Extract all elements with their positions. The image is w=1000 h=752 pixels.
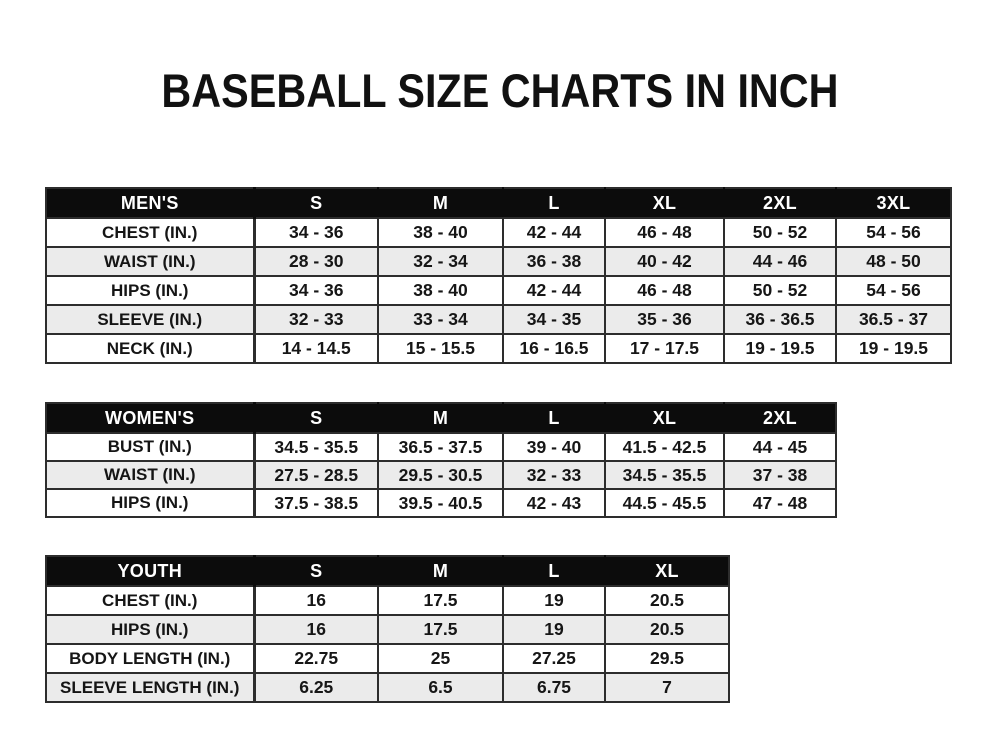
mens-size-column-xl: XL [605,188,724,218]
size-cell: 39 - 40 [503,433,605,461]
row-label: BUST (IN.) [46,433,254,461]
size-cell: 19 [503,615,605,644]
page-title: BASEBALL SIZE CHARTS IN INCH [161,64,839,117]
size-cell: 32 - 33 [254,305,378,334]
mens-size-column-2xl: 2XL [724,188,836,218]
size-cell: 54 - 56 [836,276,951,305]
size-cell: 22.75 [254,644,378,673]
mens-table-row [46,305,951,334]
womens-size-column-2xl: 2XL [724,403,836,433]
size-cell: 42 - 44 [503,276,605,305]
size-cell: 34.5 - 35.5 [605,461,724,489]
mens-size-table [45,187,952,364]
youth-size-table [45,555,730,703]
womens-size-table [45,402,837,518]
row-label: HIPS (IN.) [46,615,254,644]
size-cell: 36 - 36.5 [724,305,836,334]
womens-table-row [46,433,836,461]
size-cell: 38 - 40 [378,276,503,305]
row-label: HIPS (IN.) [46,489,254,517]
size-cell: 37 - 38 [724,461,836,489]
size-cell: 27.5 - 28.5 [254,461,378,489]
size-cell: 34 - 35 [503,305,605,334]
size-cell: 37.5 - 38.5 [254,489,378,517]
size-cell: 19 [503,586,605,615]
youth-table-row [46,586,729,615]
mens-size-column-s: S [254,188,378,218]
size-cell: 50 - 52 [724,218,836,247]
row-label: HIPS (IN.) [46,276,254,305]
mens-table-row [46,247,951,276]
size-cell: 16 [254,615,378,644]
youth-size-column-xl: XL [605,556,729,586]
size-cell: 14 - 14.5 [254,334,378,363]
mens-table-row [46,334,951,363]
size-cell: 29.5 [605,644,729,673]
row-label: SLEEVE LENGTH (IN.) [46,673,254,702]
size-cell: 47 - 48 [724,489,836,517]
womens-size-column-l: L [503,403,605,433]
youth-size-column-s: S [254,556,378,586]
size-cell: 20.5 [605,586,729,615]
size-cell: 34.5 - 35.5 [254,433,378,461]
womens-size-column-xl: XL [605,403,724,433]
mens-size-column-m: M [378,188,503,218]
womens-size-column-s: S [254,403,378,433]
youth-size-column-m: M [378,556,503,586]
size-cell: 48 - 50 [836,247,951,276]
size-cell: 32 - 34 [378,247,503,276]
size-cell: 38 - 40 [378,218,503,247]
row-label: CHEST (IN.) [46,218,254,247]
size-cell: 34 - 36 [254,218,378,247]
mens-size-column-3xl: 3XL [836,188,951,218]
mens-header-row [46,188,951,218]
size-cell: 17 - 17.5 [605,334,724,363]
size-cell: 32 - 33 [503,461,605,489]
womens-table-row [46,489,836,517]
womens-table-row [46,461,836,489]
size-cell: 17.5 [378,586,503,615]
size-cell: 36.5 - 37 [836,305,951,334]
size-cell: 6.25 [254,673,378,702]
size-cell: 16 - 16.5 [503,334,605,363]
row-label: NECK (IN.) [46,334,254,363]
size-cell: 6.5 [378,673,503,702]
size-cell: 36 - 38 [503,247,605,276]
row-label: WAIST (IN.) [46,461,254,489]
size-cell: 19 - 19.5 [836,334,951,363]
size-cell: 28 - 30 [254,247,378,276]
size-cell: 20.5 [605,615,729,644]
size-cell: 33 - 34 [378,305,503,334]
mens-size-column-l: L [503,188,605,218]
mens-group-label: MEN'S [46,188,254,218]
size-cell: 34 - 36 [254,276,378,305]
youth-table-row [46,644,729,673]
size-cell: 54 - 56 [836,218,951,247]
row-label: BODY LENGTH (IN.) [46,644,254,673]
size-cell: 39.5 - 40.5 [378,489,503,517]
size-cell: 44.5 - 45.5 [605,489,724,517]
size-cell: 41.5 - 42.5 [605,433,724,461]
mens-table-row [46,218,951,247]
row-label: SLEEVE (IN.) [46,305,254,334]
size-cell: 29.5 - 30.5 [378,461,503,489]
size-cell: 42 - 44 [503,218,605,247]
youth-header-row [46,556,729,586]
size-cell: 7 [605,673,729,702]
youth-table-row [46,673,729,702]
size-cell: 27.25 [503,644,605,673]
size-cell: 17.5 [378,615,503,644]
youth-size-column-l: L [503,556,605,586]
size-cell: 44 - 46 [724,247,836,276]
size-cell: 40 - 42 [605,247,724,276]
mens-table-row [46,276,951,305]
size-cell: 35 - 36 [605,305,724,334]
womens-group-label: WOMEN'S [46,403,254,433]
size-cell: 6.75 [503,673,605,702]
size-cell: 44 - 45 [724,433,836,461]
size-cell: 46 - 48 [605,218,724,247]
youth-group-label: YOUTH [46,556,254,586]
womens-header-row [46,403,836,433]
size-cell: 46 - 48 [605,276,724,305]
row-label: CHEST (IN.) [46,586,254,615]
womens-size-column-m: M [378,403,503,433]
size-cell: 50 - 52 [724,276,836,305]
size-cell: 16 [254,586,378,615]
youth-table-row [46,615,729,644]
size-cell: 15 - 15.5 [378,334,503,363]
size-cell: 42 - 43 [503,489,605,517]
row-label: WAIST (IN.) [46,247,254,276]
size-cell: 25 [378,644,503,673]
size-cell: 36.5 - 37.5 [378,433,503,461]
size-cell: 19 - 19.5 [724,334,836,363]
